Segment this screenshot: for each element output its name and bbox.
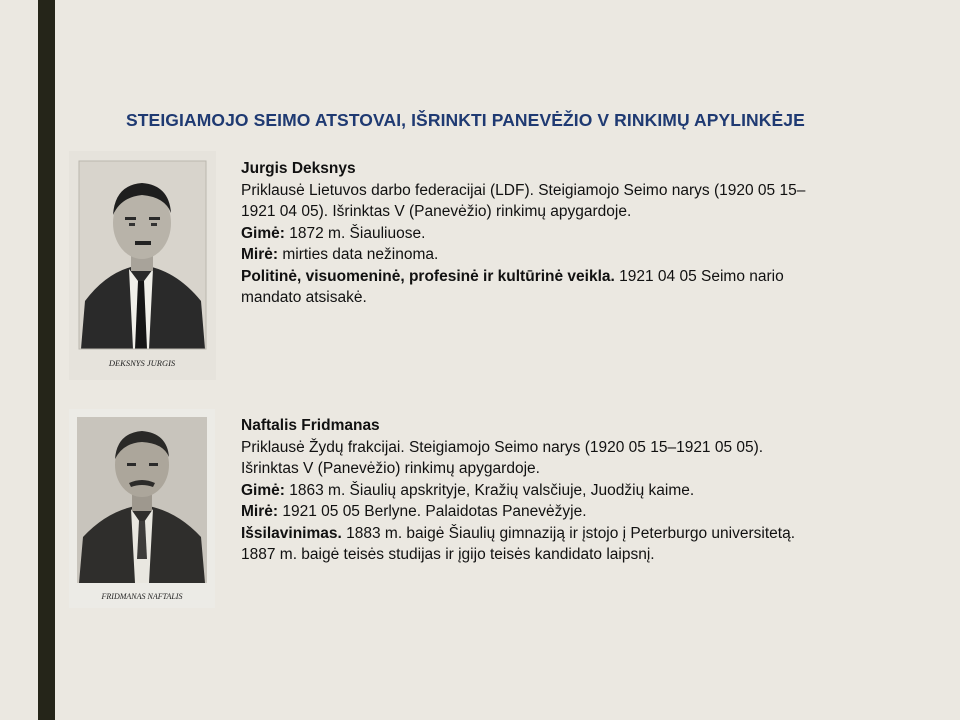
died-row: [241, 244, 921, 266]
portrait-fridmanas-image: [69, 409, 215, 608]
activity-value: 1921 04 05 Seimo nario: [614, 267, 784, 285]
activity-row: [241, 266, 921, 288]
member-name: Naftalis Fridmanas: [241, 417, 380, 434]
died-row: [241, 501, 921, 523]
bio-line: Priklausė Žydų frakcijai. Steigiamojo Seimo narys (1920 05 15–1921 05 05).: [241, 438, 764, 456]
education-value: 1883 m. baigė Šiaulių gimnaziją ir įstojo į Peterburgo universitetą.: [341, 524, 795, 542]
born-label: Gimė:: [241, 224, 285, 242]
bio-deksnys: [241, 158, 921, 309]
died-label: Mirė:: [241, 246, 279, 263]
born-value: 1872 m. Šiauliuose.: [284, 224, 426, 242]
portrait-fridmanas: [69, 409, 215, 608]
died-value: mirties data nežinoma.: [278, 246, 439, 263]
slide-title: STEIGIAMOJO SEIMO ATSTOVAI, IŠRINKTI PANEVĖŽIO V RINKIMŲ APYLINKĖJE: [126, 110, 805, 130]
died-label: Mirė:: [241, 503, 279, 520]
portrait-fridmanas-caption: FRIDMANAS NAFTALIS: [101, 592, 183, 601]
activity-continuation: mandato atsisakė.: [241, 289, 367, 306]
portrait-deksnys: [69, 151, 216, 380]
activity-label: Politinė, visuomeninė, profesinė ir kultūrinė veikla.: [241, 267, 615, 285]
born-row: [241, 223, 921, 245]
born-label: Gimė:: [241, 481, 285, 499]
born-row: [241, 480, 921, 502]
died-value: 1921 05 05 Berlyne. Palaidotas Panevėžyje.: [278, 503, 587, 520]
portrait-deksnys-caption: DEKSNYS JURGIS: [108, 358, 176, 368]
bio-line: Priklausė Lietuvos darbo federacijai (LDF). Steigiamojo Seimo narys (1920 05 15–: [241, 181, 806, 199]
portrait-deksnys-image: [69, 151, 216, 380]
bio-fridmanas: [241, 415, 921, 566]
member-name: Jurgis Deksnys: [241, 160, 356, 177]
education-continuation: 1887 m. baigė teisės studijas ir įgijo teisės kandidato laipsnį.: [241, 546, 655, 563]
education-row: [241, 523, 921, 545]
left-accent-bar: [38, 0, 55, 720]
born-value: 1863 m. Šiaulių apskrityje, Kražių valsčiuje, Juodžių kaime.: [284, 481, 695, 499]
education-label: Išsilavinimas.: [241, 524, 342, 542]
bio-line: 1921 04 05). Išrinktas V (Panevėžio) rinkimų apygardoje.: [241, 203, 632, 220]
bio-line: Išrinktas V (Panevėžio) rinkimų apygardoje.: [241, 460, 540, 477]
